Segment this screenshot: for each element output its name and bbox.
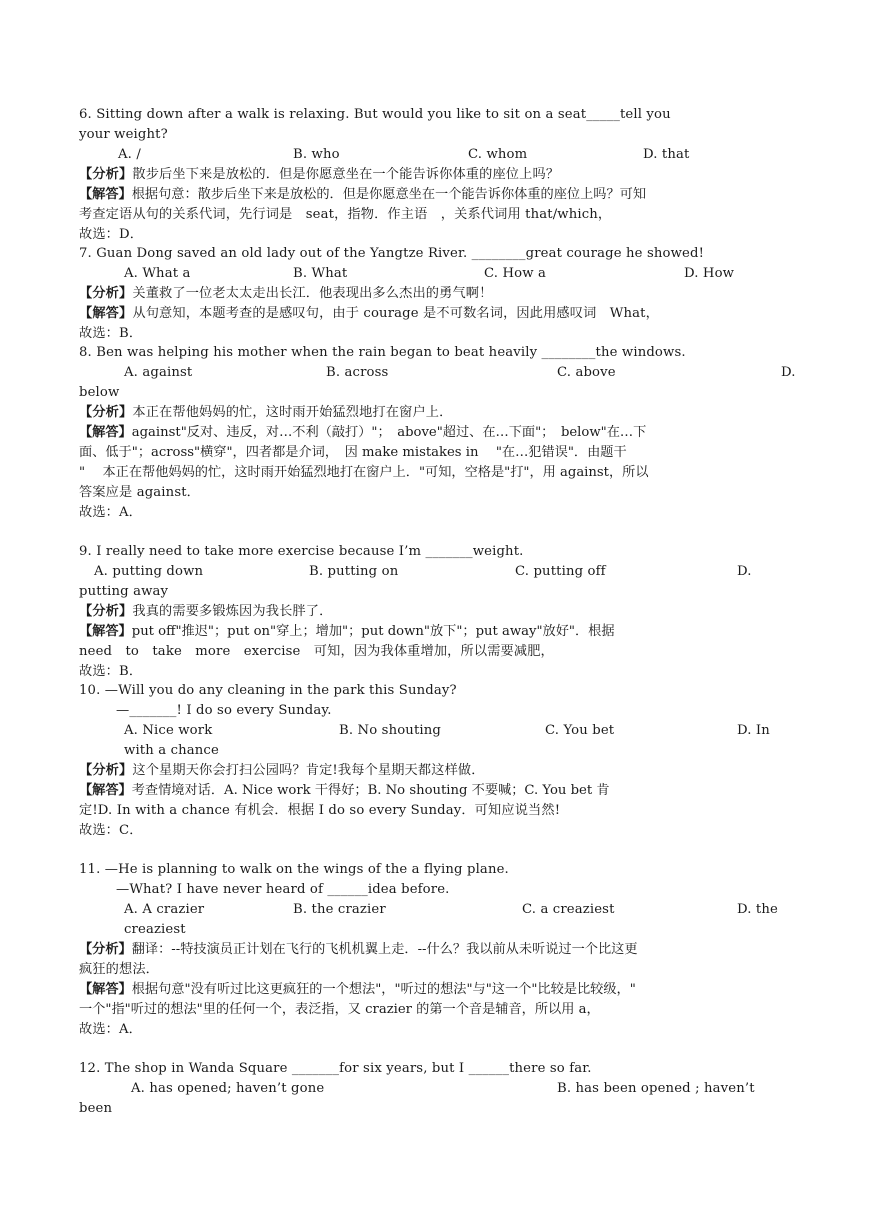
q6-stem-line-2: your weight?: [79, 127, 168, 142]
q11-analysis-line-2: 疯狂的想法．: [79, 962, 160, 977]
analysis-label: 【分析】: [79, 604, 133, 619]
answer-text: 根据句意"没有听过比这更疯狂的一个想法"，"听过的想法"与"这一个"比较是比较级，": [131, 982, 636, 997]
q10-option-d: D. In: [737, 723, 770, 738]
q12-option-wrap: been: [79, 1101, 113, 1116]
q11-choice: 故选：A．: [79, 1022, 143, 1037]
answer-text: 从句意知，本题考查的是感叹句，由于 courage 是不可数名词，因此用感叹词 What，: [132, 306, 659, 321]
q9-stem-line-1: 9. I really need to take more exercise because I’m _______weight.: [79, 544, 524, 559]
q7-option-c: C. How a: [484, 266, 546, 281]
q9-analysis: [79, 602, 332, 622]
q6-answer-line-2: 考查定语从句的关系代词，先行词是 seat，指物．作主语 ，关系代词用 that/which，: [79, 207, 612, 222]
q8-answer-line-1: [79, 423, 646, 443]
q7-option-d: D. How: [684, 266, 735, 281]
q6-option-b: B. who: [293, 147, 340, 162]
answer-label: 【解答】: [79, 187, 132, 202]
q11-answer-line-1: [79, 980, 636, 1000]
q9-option-a: A. putting down: [94, 564, 204, 579]
q8-stem-line-1: 8. Ben was helping his mother when the rain began to beat heavily ________the windows.: [79, 345, 686, 360]
q6-option-c: C. whom: [468, 147, 528, 162]
answer-text: against"反对、违反，对…不利（敲打）"； above"超过、在…下面"； below"在…下: [131, 425, 647, 440]
q10-answer-line-1: [79, 781, 610, 801]
q10-option-c: C. You bet: [545, 723, 615, 738]
q11-analysis-line-1: [79, 940, 638, 960]
q9-answer-line-2: need to take more exercise 可知，因为我体重增加，所以需要减肥，: [79, 644, 554, 659]
q12-stem-line-1: 12. The shop in Wanda Square _______for six years, but I ______there so far.: [79, 1061, 592, 1076]
q8-answer-line-4: 答案应是 against．: [79, 485, 201, 500]
q11-option-wrap: creaziest: [124, 922, 186, 937]
answer-text: 考查情境对话．A. Nice work 干得好；B. No shouting 不要喊；C. You bet 肯: [131, 783, 610, 798]
q11-option-b: B. the crazier: [293, 902, 386, 917]
q7-option-b: B. What: [293, 266, 348, 281]
q10-option-a: A. Nice work: [124, 723, 213, 738]
q8-choice: 故选：A．: [79, 505, 143, 520]
q12-option-a: A. has opened; haven’t gone: [131, 1081, 325, 1096]
q11-option-a: A. A crazier: [124, 902, 205, 917]
q10-option-wrap: with a chance: [124, 743, 219, 758]
q7-analysis: [79, 284, 492, 304]
q9-option-c: C. putting off: [515, 564, 606, 579]
q10-option-b: B. No shouting: [339, 723, 441, 738]
q6-stem-line-1: 6. Sitting down after a walk is relaxing. But would you like to sit on a seat_____tell you: [79, 107, 671, 122]
answer-label: 【解答】: [79, 783, 132, 798]
q6-choice: 故选：D．: [79, 227, 144, 242]
q9-choice: 故选：B．: [79, 664, 143, 679]
analysis-label: 【分析】: [79, 167, 133, 182]
analysis-text: 翻译：--特技演员正计划在飞行的飞机机翼上走．--什么？我以前从未听说过一个比这更: [131, 942, 638, 957]
q6-option-d: D. that: [643, 147, 690, 162]
q8-analysis: [79, 403, 452, 423]
q8-option-b: B. across: [326, 365, 389, 380]
q8-option-a: A. against: [124, 365, 193, 380]
q12-option-b: B. has been opened ; haven’t: [557, 1081, 755, 1096]
answer-label: 【解答】: [79, 306, 133, 321]
q7-option-a: A. What a: [124, 266, 191, 281]
answer-label: 【解答】: [79, 624, 132, 639]
q11-stem-line-1: 11. —He is planning to walk on the wings of the a flying plane.: [79, 862, 509, 877]
q11-option-c: C. a creaziest: [522, 902, 615, 917]
answer-text: 根据句意：散步后坐下来是放松的．但是你愿意坐在一个能告诉你体重的座位上吗？可知: [131, 187, 647, 202]
q9-answer-line-1: [79, 622, 615, 642]
analysis-label: 【分析】: [79, 405, 133, 420]
analysis-text: 散步后坐下来是放松的．但是你愿意坐在一个能告诉你体重的座位上吗？: [132, 167, 560, 182]
q10-analysis: [79, 761, 485, 781]
q8-option-d: D.: [781, 365, 796, 380]
q10-stem-line-2: —_______! I do so every Sunday.: [116, 703, 332, 718]
q11-option-d: D. the: [737, 902, 778, 917]
q9-option-b: B. putting on: [309, 564, 399, 579]
q8-option-c: C. above: [557, 365, 616, 380]
q7-choice: 故选：B．: [79, 326, 143, 341]
q10-stem-line-1: 10. —Will you do any cleaning in the park this Sunday?: [79, 683, 457, 698]
analysis-text: 这个星期天你会打扫公园吗？肯定!我每个星期天都这样做．: [132, 763, 485, 778]
q6-answer-line-1: [79, 185, 646, 205]
q9-option-wrap: putting away: [79, 584, 169, 599]
q8-option-wrap: below: [79, 385, 120, 400]
q11-answer-line-2: 一个"指"听过的想法"里的任何一个，表泛指，又 crazier 的第一个音是辅音，所以用 a，: [79, 1002, 600, 1017]
answer-label: 【解答】: [79, 425, 132, 440]
q8-answer-line-2: 面、低于"；across"横穿"，四者都是介词， 因 make mistakes in "在…犯错误"．由题干: [79, 445, 627, 460]
analysis-label: 【分析】: [79, 942, 132, 957]
answer-text: put off"推迟"；put on"穿上；增加"；put down"放下"；put away"放好"．根据: [131, 624, 615, 639]
q8-answer-line-3: " 本正在帮他妈妈的忙，这时雨开始猛烈地打在窗户上．"可知，空格是"打"，用 against，所以: [79, 465, 649, 480]
answer-label: 【解答】: [79, 982, 132, 997]
q10-answer-line-2: 定!D. In with a chance 有机会．根据 I do so every Sunday．可知应说当然!: [79, 803, 561, 818]
analysis-label: 【分析】: [79, 286, 133, 301]
q7-answer-line-1: [79, 304, 659, 324]
q11-stem-line-2: —What? I have never heard of ______idea before.: [116, 882, 450, 897]
q10-choice: 故选：C．: [79, 823, 143, 838]
q7-stem-line-1: 7. Guan Dong saved an old lady out of the Yangtze River. ________great courage he showed!: [79, 246, 705, 261]
analysis-text: 本正在帮他妈妈的忙，这时雨开始猛烈地打在窗户上．: [132, 405, 453, 420]
analysis-text: 我真的需要多锻炼因为我长胖了．: [132, 604, 333, 619]
analysis-text: 关董救了一位老太太走出长江．他表现出多么杰出的勇气啊！: [132, 286, 493, 301]
q9-option-d: D.: [737, 564, 752, 579]
q6-option-a: A. /: [118, 147, 141, 162]
analysis-label: 【分析】: [79, 763, 133, 778]
q6-analysis: [79, 165, 559, 185]
